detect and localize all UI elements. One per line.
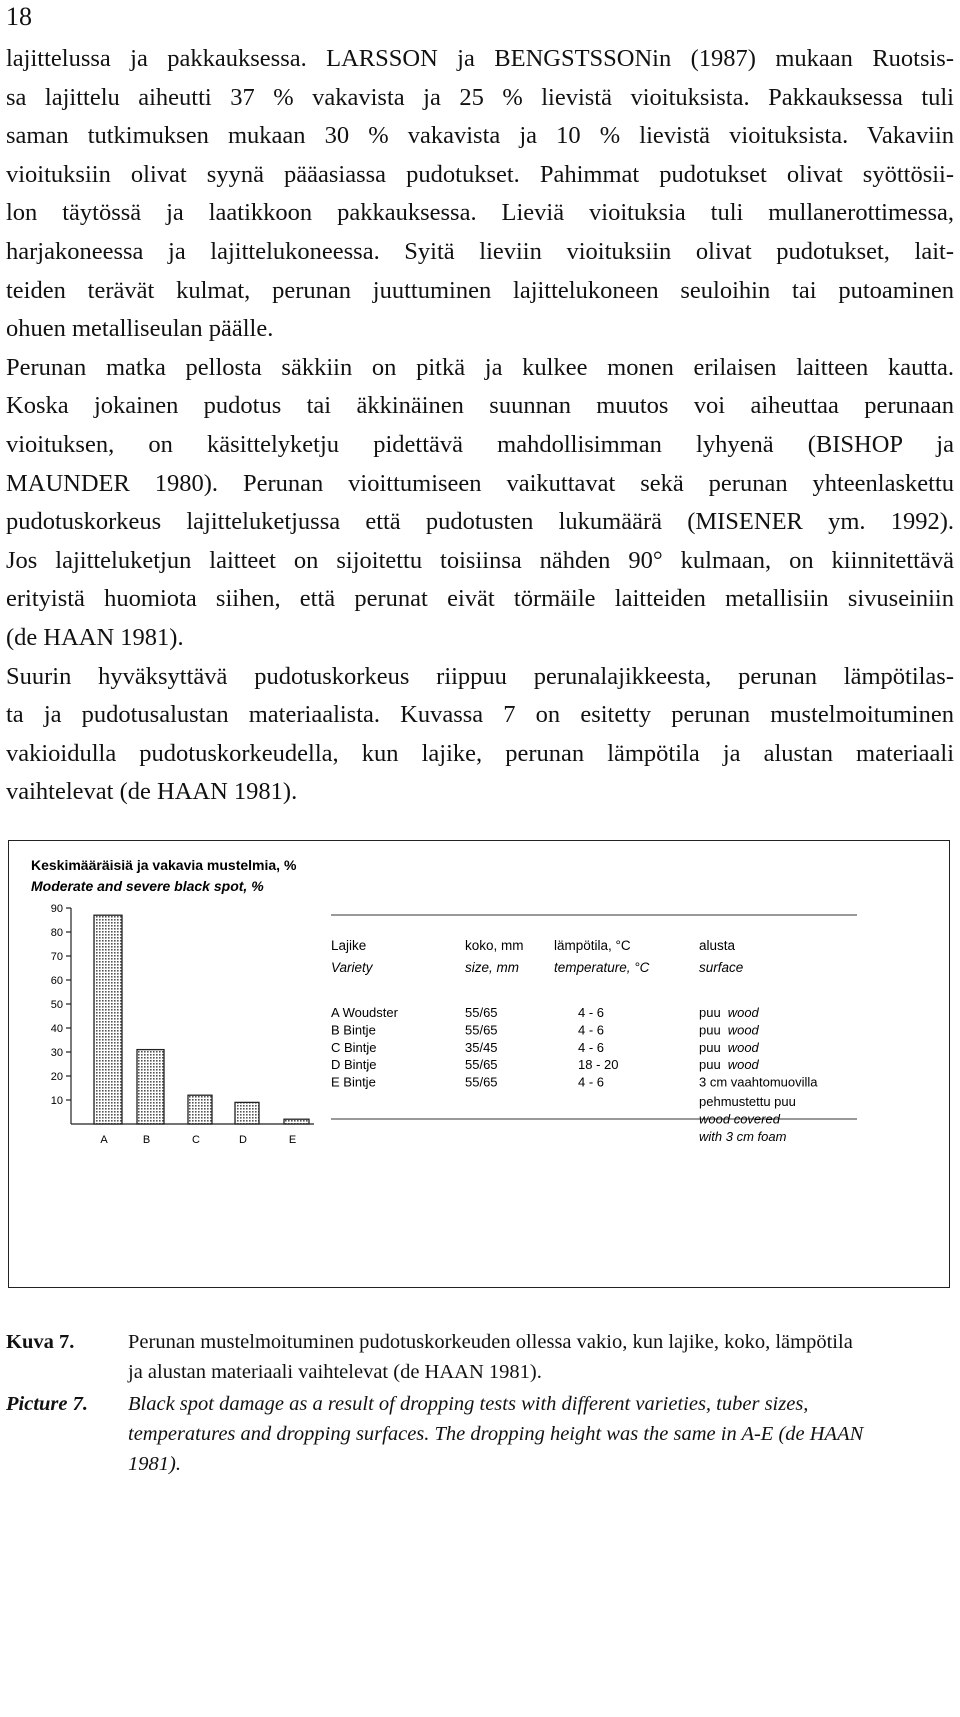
row-size: 55/65 bbox=[465, 1022, 498, 1038]
paragraph bbox=[6, 40, 954, 349]
row-size: 35/45 bbox=[465, 1039, 498, 1055]
header-en: surface bbox=[699, 960, 744, 975]
header-en: Variety bbox=[331, 960, 373, 975]
text-line: sa lajittelu aiheutti 37 % vakavista ja 25 % lievistä vioituksista. Pakkauksessa tuli bbox=[6, 83, 954, 111]
row-surface bbox=[699, 1057, 760, 1072]
x-tick-label: C bbox=[192, 1134, 200, 1146]
surface-en: wood bbox=[727, 1022, 759, 1038]
surface-note-line: pehmustettu puu bbox=[699, 1094, 796, 1109]
surface-note-line: with 3 cm foam bbox=[699, 1128, 787, 1144]
y-tick-label: 90 bbox=[50, 903, 63, 915]
caption-line: 1981). bbox=[128, 1453, 181, 1475]
chart-axes bbox=[51, 903, 314, 1124]
text-line: pudotuskorkeus lajitteluketjussa että pudotusten lukumäärä (MISENER ym. 1992). bbox=[6, 508, 954, 536]
row-surface bbox=[699, 1022, 760, 1037]
text-line: erityistä huomiota siihen, että perunat eivät törmäile laitteiden metallisiin sivuseiniin bbox=[6, 585, 954, 613]
caption-label: Kuva 7. bbox=[6, 1331, 75, 1353]
y-tick-label: 50 bbox=[50, 999, 63, 1011]
x-tick-label: D bbox=[239, 1134, 247, 1146]
row-temp: 4 - 6 bbox=[578, 1022, 605, 1038]
y-tick-label: 10 bbox=[50, 1095, 63, 1107]
text-line: Perunan matka pellosta säkkiin on pitkä ja kulkee monen erilaisen laitteen kautta. bbox=[6, 353, 954, 381]
y-tick-label: 80 bbox=[50, 927, 63, 939]
row-variety: E Bintje bbox=[331, 1074, 376, 1090]
y-tick-label: 20 bbox=[50, 1071, 63, 1083]
x-tick-label: A bbox=[100, 1134, 108, 1146]
row-temp: 4 - 6 bbox=[578, 1039, 605, 1055]
row-size: 55/65 bbox=[465, 1005, 498, 1020]
surface-en: wood bbox=[727, 1057, 759, 1073]
row-surface bbox=[699, 1075, 818, 1090]
row-variety: C Bintje bbox=[331, 1039, 377, 1055]
text-line: ohuen metalliseulan päälle. bbox=[6, 315, 274, 343]
text-line: vaihtelevat (de HAAN 1981). bbox=[6, 778, 298, 806]
caption-line: Black spot damage as a result of dropping tests with different varieties, tuber sizes, bbox=[128, 1393, 809, 1415]
caption-line: ja alustan materiaali vaihtelevat (de HAAN 1981). bbox=[128, 1361, 542, 1383]
paragraph bbox=[6, 349, 954, 658]
text-line: lajittelussa ja pakkauksessa. LARSSON ja BENGSTSSONin (1987) mukaan Ruotsis- bbox=[6, 45, 954, 72]
text-line: vioituksen, on käsittelyketju pidettävä mahdollisimman lyhyenä (BISHOP ja bbox=[6, 430, 954, 458]
caption-fi bbox=[6, 1327, 954, 1387]
body-text bbox=[6, 40, 954, 812]
header-fi: alusta bbox=[699, 938, 736, 953]
figure-7 bbox=[8, 840, 950, 1288]
text-line: MAUNDER 1980). Perunan vioittumiseen vaikuttavat sekä perunan yhteenlaskettu bbox=[6, 469, 954, 497]
header-fi: koko, mm bbox=[465, 938, 524, 953]
row-size: 55/65 bbox=[465, 1074, 498, 1090]
caption-line: Perunan mustelmoituminen pudotuskorkeuden ollessa vakio, kun lajike, koko, lämpötila bbox=[128, 1331, 853, 1353]
chart-subtitle: Moderate and severe black spot, % bbox=[31, 878, 264, 894]
text-line: (de HAAN 1981). bbox=[6, 623, 184, 651]
row-size: 55/65 bbox=[465, 1057, 498, 1073]
header-en: temperature, °C bbox=[554, 960, 650, 975]
caption-text bbox=[128, 1389, 954, 1479]
bar-b bbox=[137, 1050, 164, 1124]
y-tick-label: 40 bbox=[50, 1023, 63, 1035]
row-surface bbox=[699, 1040, 760, 1055]
text-line: teiden terävät kulmat, perunan juuttuminen lajittelukoneen seuloihin tai putoaminen bbox=[6, 276, 954, 304]
row-surface bbox=[699, 1005, 760, 1020]
page-number: 18 bbox=[6, 2, 32, 31]
text-line: Suurin hyväksyttävä pudotuskorkeus riippuu perunalajikkeesta, perunan lämpötilas- bbox=[6, 662, 954, 690]
text-line: saman tutkimuksen mukaan 30 % vakavista ja 10 % lievistä vioituksista. Vakaviin bbox=[6, 122, 954, 150]
text-line: harjakoneessa ja lajittelukoneessa. Syitä lieviin vioituksiin olivat pudotukset, lait- bbox=[6, 237, 954, 265]
header-fi: Lajike bbox=[331, 938, 367, 953]
text-line: Jos lajitteluketjun laitteet on sijoitettu toisiinsa nähden 90° kulmaan, on kiinnitettävä bbox=[6, 546, 954, 574]
surface-fi: puu bbox=[699, 1039, 721, 1055]
x-tick-label: B bbox=[142, 1134, 151, 1146]
header-fi: lämpötila, °C bbox=[554, 938, 631, 953]
paragraph bbox=[6, 658, 954, 812]
text-line: lon täytössä ja laatikkoon pakkauksessa. Lieviä vioituksia tuli mullanerottimessa, bbox=[6, 199, 954, 227]
row-variety: B Bintje bbox=[331, 1022, 376, 1038]
caption-en bbox=[6, 1389, 954, 1479]
bar-e bbox=[284, 1119, 309, 1124]
bar-chart bbox=[9, 841, 949, 1287]
row-temp: 4 - 6 bbox=[578, 1074, 605, 1090]
header-en: size, mm bbox=[465, 960, 519, 975]
chart-title: Keskimääräisiä ja vakavia mustelmia, % bbox=[31, 857, 297, 873]
x-tick-label: E bbox=[288, 1134, 297, 1146]
bar-a bbox=[94, 915, 122, 1124]
surface-fi: 3 cm vaahtomuovilla bbox=[699, 1074, 818, 1090]
surface-fi: puu bbox=[699, 1005, 721, 1020]
legend-table bbox=[331, 915, 857, 1144]
y-tick-label: 30 bbox=[50, 1047, 63, 1059]
text-line: Koska jokainen pudotus tai äkkinäinen suunnan muutos voi aiheuttaa perunaan bbox=[6, 392, 954, 420]
surface-fi: puu bbox=[699, 1022, 721, 1038]
y-tick-label: 60 bbox=[50, 975, 63, 987]
surface-en: wood bbox=[727, 1005, 759, 1020]
row-variety: A Woudster bbox=[331, 1005, 398, 1020]
row-temp: 4 - 6 bbox=[578, 1005, 605, 1020]
caption-label: Picture 7. bbox=[6, 1393, 88, 1415]
caption-text bbox=[128, 1327, 954, 1387]
y-tick-label: 70 bbox=[50, 951, 63, 963]
text-line: vioituksiin olivat syynä pääasiassa pudotukset. Pahimmat pudotukset olivat syöttösii- bbox=[6, 160, 954, 188]
surface-fi: puu bbox=[699, 1057, 721, 1073]
chart-bars bbox=[94, 915, 309, 1146]
bar-c bbox=[188, 1095, 212, 1124]
row-temp: 18 - 20 bbox=[578, 1057, 619, 1073]
row-variety: D Bintje bbox=[331, 1057, 377, 1073]
caption-line: temperatures and dropping surfaces. The dropping height was the same in A-E (de HAAN bbox=[128, 1423, 864, 1445]
surface-en: wood bbox=[727, 1039, 759, 1055]
text-line: vakioidulla pudotuskorkeudella, kun lajike, perunan lämpötila ja alustan materiaali bbox=[6, 739, 954, 767]
bar-d bbox=[235, 1102, 259, 1124]
surface-note-line: wood covered bbox=[699, 1111, 780, 1127]
text-line: ta ja pudotusalustan materiaalista. Kuvassa 7 on esitetty perunan mustelmoituminen bbox=[6, 701, 954, 729]
figure-captions bbox=[6, 1327, 954, 1481]
